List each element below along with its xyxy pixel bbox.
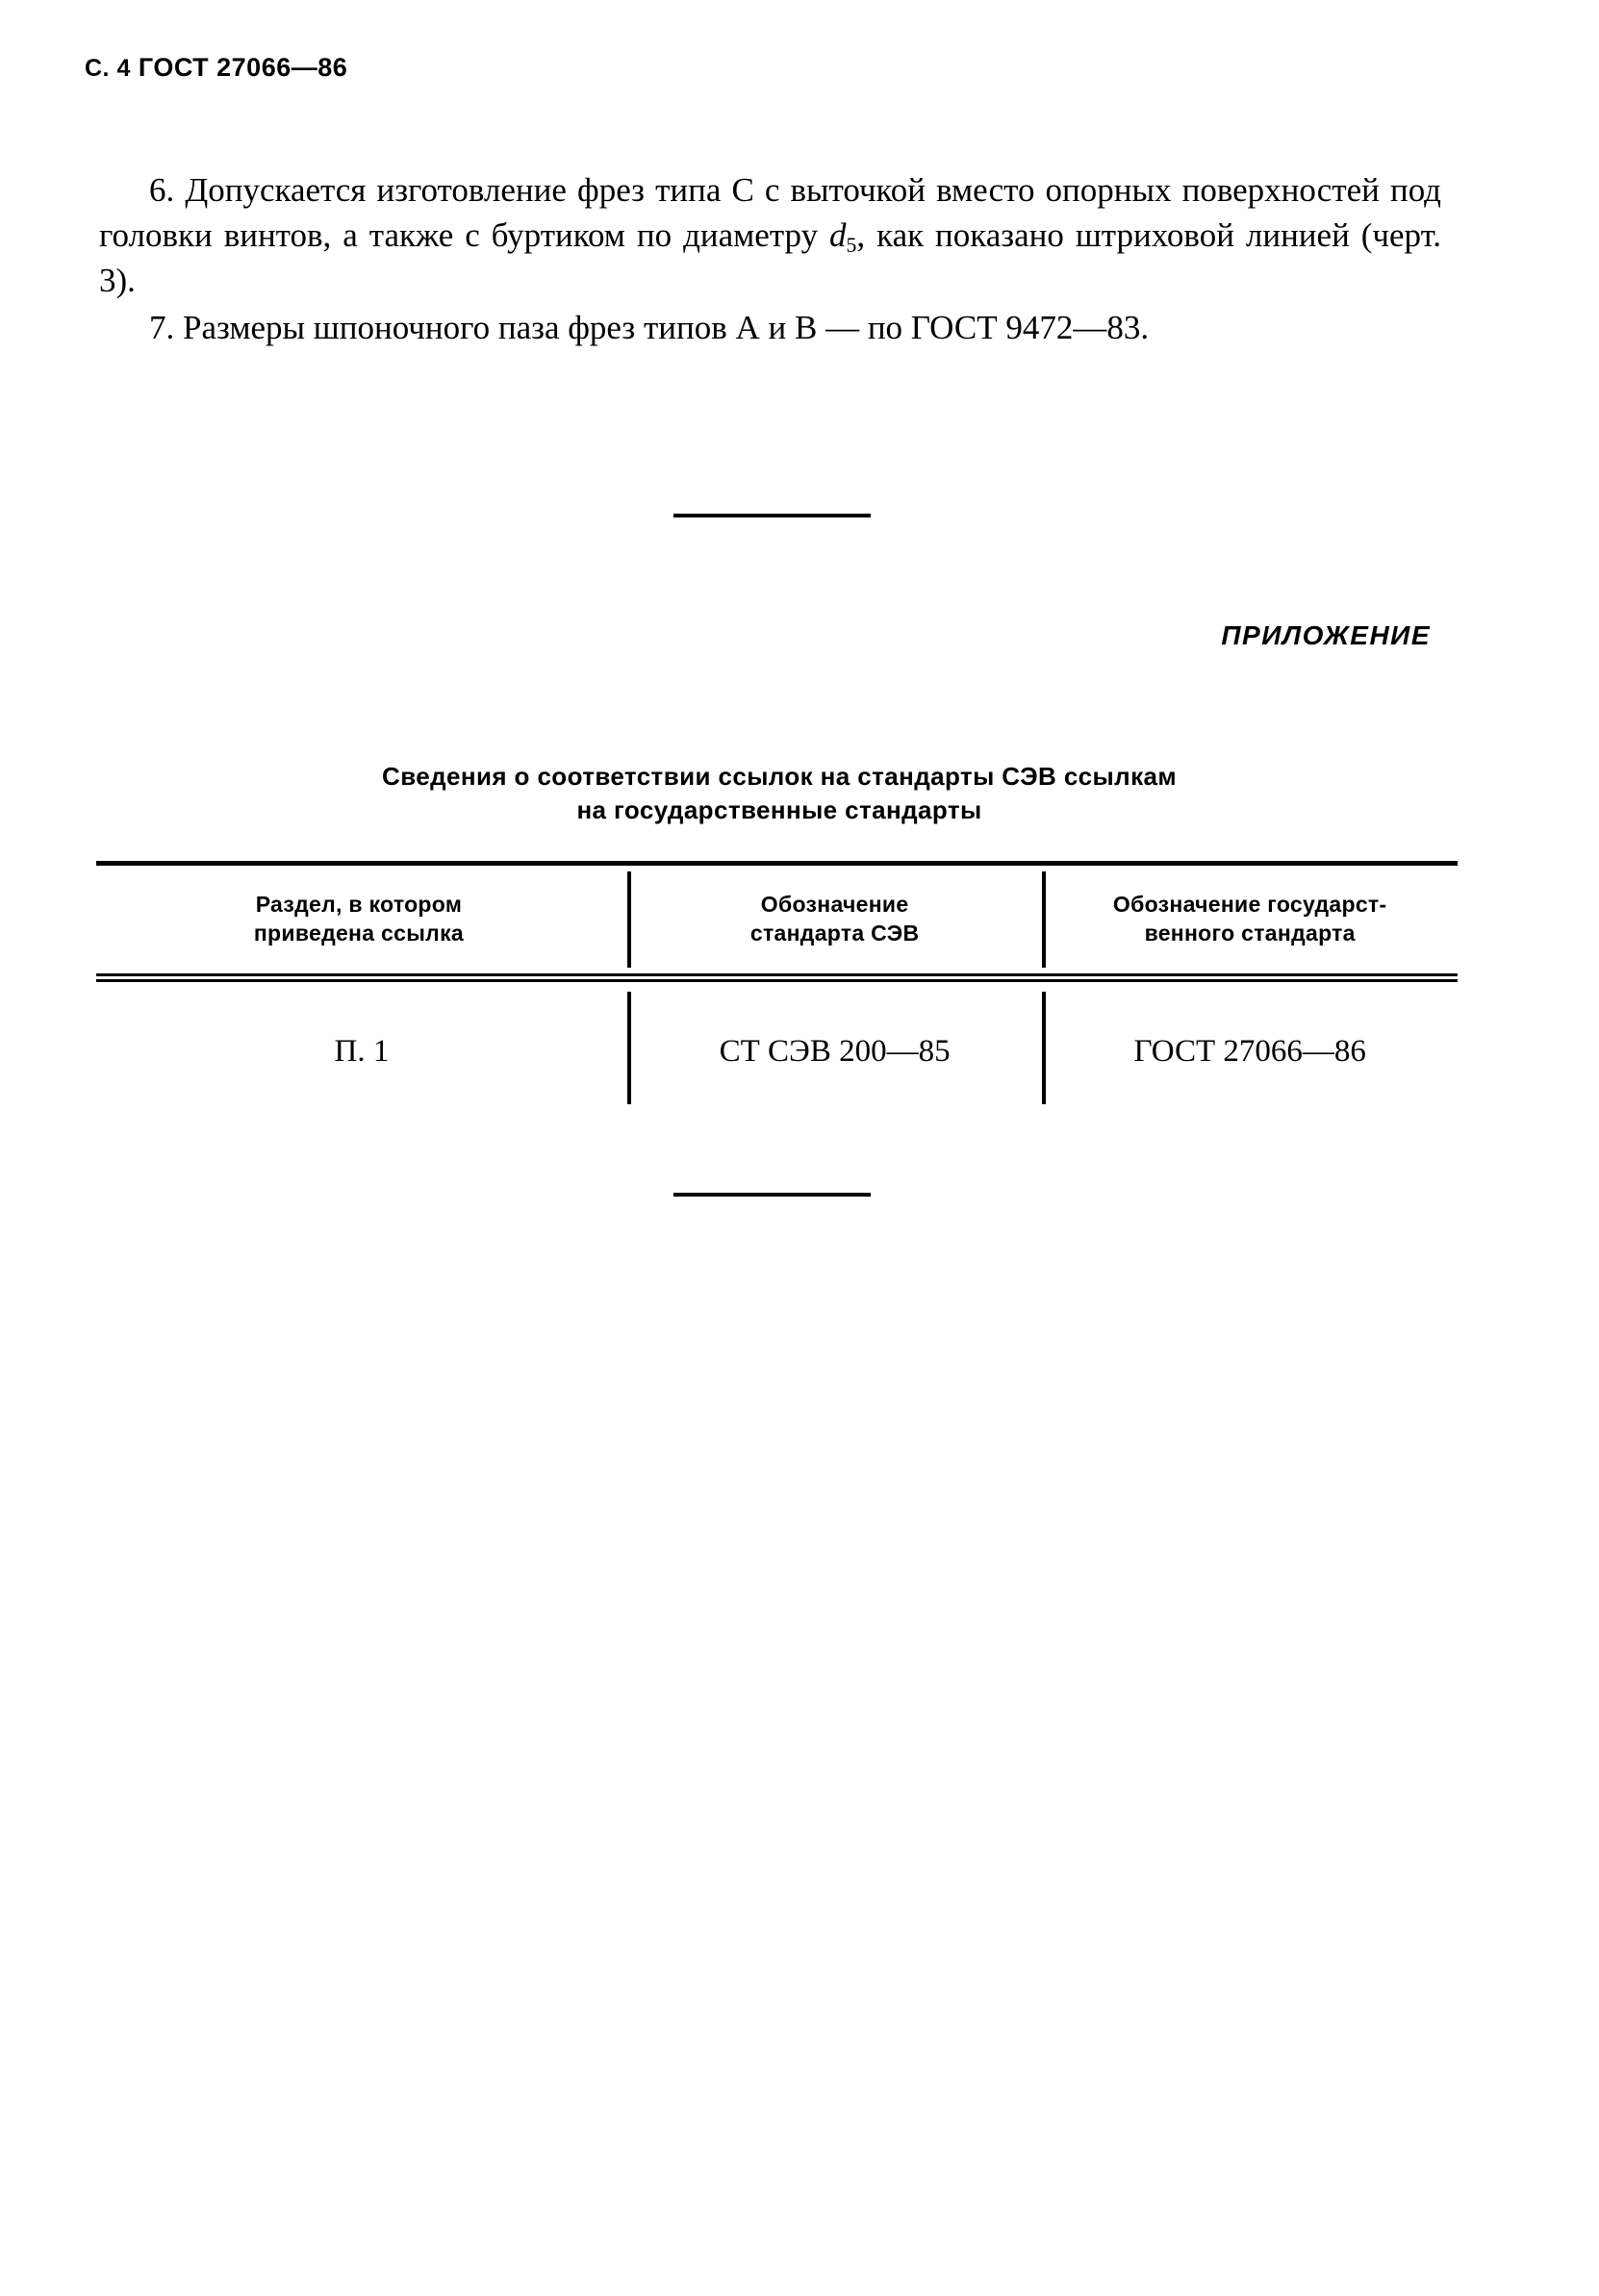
table-row-column-divider-1 (627, 992, 631, 1104)
table-header-cell-3-line-1: Обозначение государст- (1112, 892, 1387, 918)
table-header-row (96, 866, 1458, 973)
table-cell-sev-standard: СТ СЭВ 200—85 (719, 1034, 951, 1069)
paragraph-6 (99, 168, 1441, 304)
section-divider-top (673, 514, 871, 517)
table-header-cell-1-line-2: приведена ссылка (253, 921, 464, 946)
table-row-column-divider-2 (1042, 992, 1046, 1104)
table-caption (144, 760, 1414, 827)
appendix-label: ПРИЛОЖЕНИЕ (1221, 620, 1431, 650)
table-header-cell-1 (96, 866, 627, 973)
standard-designation: ГОСТ 27066—86 (138, 53, 348, 82)
page-header (85, 53, 347, 83)
paragraph-6-tail: , как показано штриховой линией (черт. 3). (99, 215, 1441, 300)
reference-table (96, 861, 1458, 1122)
symbol-d: d (829, 215, 847, 254)
table-header-cell-2 (627, 866, 1043, 973)
paragraph-7: 7. Размеры шпоночного паза фрез типов А и В — по ГОСТ 9472—83. (149, 309, 1150, 347)
symbol-d-subscript: 5 (846, 233, 857, 257)
section-divider-bottom (673, 1193, 871, 1197)
table-cell-section: П. 1 (334, 1034, 390, 1069)
body-text (99, 168, 1441, 351)
table-header-cell-1-line-1: Раздел, в котором (255, 892, 463, 918)
table-header-cell-3-line-2: венного стандарта (1144, 921, 1356, 946)
table-cell-state-standard: ГОСТ 27066—86 (1133, 1034, 1366, 1069)
paragraph-6-text: 6. Допускается изготовление фрез типа С с выточкой вместо опорных поверхностей под головки винтов, а также с буртиком по диаметру (99, 171, 1441, 254)
table-caption-line-1: Сведения о соответствии ссылок на стандарты СЭВ ссылкам (382, 762, 1177, 791)
table-header-divider (96, 973, 1458, 982)
table-header-cell-2-line-1: Обозначение (760, 892, 909, 918)
page-number: С. 4 (85, 55, 131, 82)
table-header-cell-2-line-2: стандарта СЭВ (749, 921, 920, 946)
table-caption-line-2: на государственные стандарты (576, 795, 982, 825)
table-row (96, 982, 1458, 1122)
table-column-divider-2 (1042, 871, 1046, 968)
table-column-divider-1 (627, 871, 631, 968)
table-header-cell-3 (1042, 866, 1458, 973)
